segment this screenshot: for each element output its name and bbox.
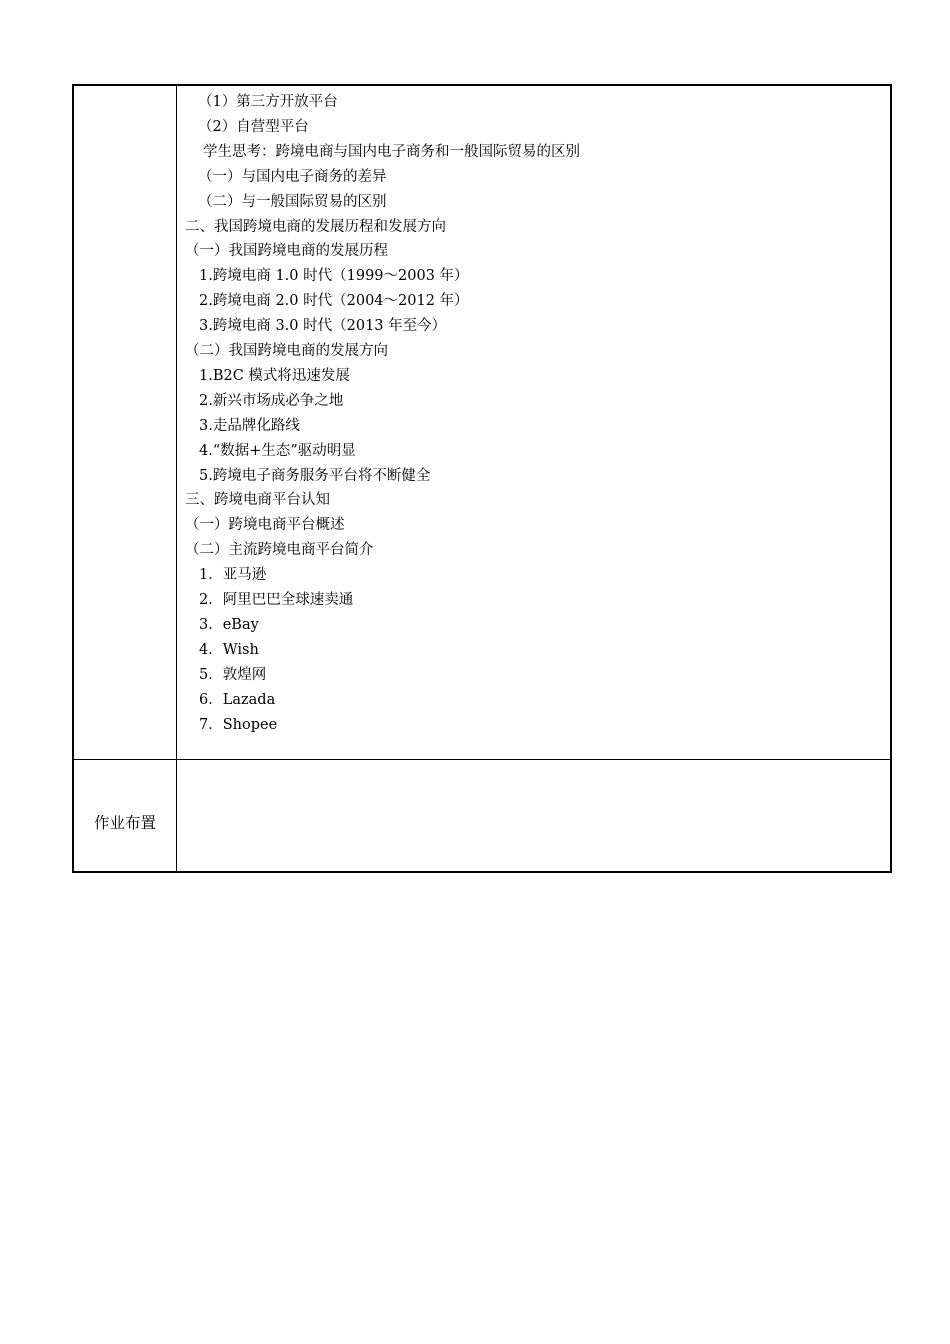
content-line: （一）与国内电子商务的差异 — [198, 168, 387, 185]
content-line: 1.B2C 模式将迅速发展 — [199, 367, 350, 384]
content-line: 3．eBay — [199, 616, 259, 633]
content-line: （二）与一般国际贸易的区别 — [198, 193, 387, 210]
content-line: 2.跨境电商 2.0 时代（2004～2012 年） — [199, 293, 469, 310]
content-line: 6．Lazada — [199, 691, 276, 708]
content-line: 7．Shopee — [199, 716, 278, 733]
content-line: 5.跨境电子商务服务平台将不断健全 — [199, 467, 431, 484]
content-line: 2．阿里巴巴全球速卖通 — [199, 592, 354, 608]
content-line: （二）主流跨境电商平台简介 — [185, 542, 374, 559]
row-divider — [74, 759, 890, 760]
content-line: 4.“数据+生态”驱动明显 — [199, 442, 356, 459]
lesson-plan-table — [72, 84, 892, 873]
content-line: 二、我国跨境电商的发展历程和发展方向 — [185, 218, 446, 235]
homework-content-cell — [178, 761, 890, 871]
content-line: 4．Wish — [199, 641, 259, 658]
content-line: 2.新兴市场成必争之地 — [199, 392, 344, 409]
content-line: （二）我国跨境电商的发展方向 — [185, 343, 388, 359]
content-line: （一）我国跨境电商的发展历程 — [185, 243, 388, 260]
content-line: （一）跨境电商平台概述 — [185, 517, 345, 534]
homework-label: 作业布置 — [93, 814, 156, 832]
content-line: 1．亚马逊 — [199, 567, 267, 584]
content-line: 三、跨境电商平台认知 — [185, 492, 330, 509]
content-line: 5．敦煌网 — [199, 666, 267, 683]
content-line: （2）自营型平台 — [198, 118, 309, 135]
content-line: 3.走品牌化路线 — [199, 417, 300, 434]
content-line: （1）第三方开放平台 — [198, 94, 338, 110]
column-divider — [176, 86, 177, 871]
content-line: 3.跨境电商 3.0 时代（2013 年至今） — [199, 318, 447, 335]
content-line: 学生思考：跨境电商与国内电子商务和一般国际贸易的区别 — [203, 143, 580, 160]
content-line: 1.跨境电商 1.0 时代（1999～2003 年） — [199, 268, 469, 285]
